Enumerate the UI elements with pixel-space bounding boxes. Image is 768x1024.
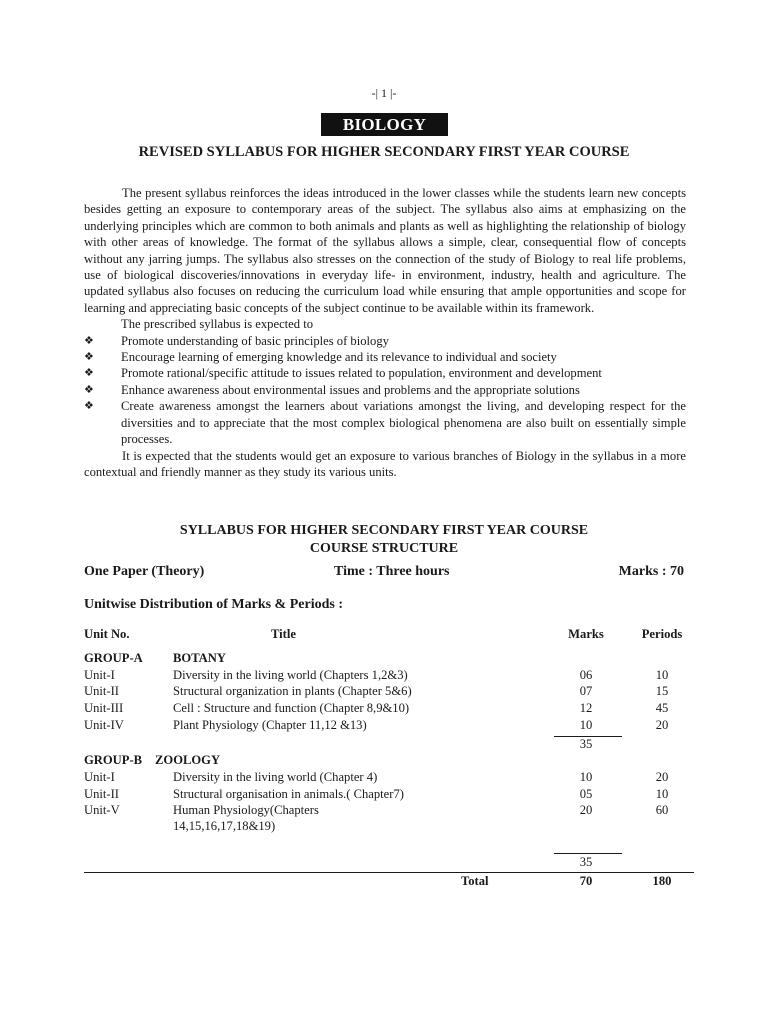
objective-item: ❖ Promote rational/specific attitude to issues related to population, environment and development — [84, 366, 602, 381]
closing-paragraph: It is expected that the students would get an exposure to various branches of Biology in the syllabus in a more contextual and friendly manner as they study its various units. — [84, 448, 686, 479]
zoology-subtotal: 35 — [579, 855, 593, 869]
diamond-bullet-icon: ❖ — [84, 400, 94, 413]
table-row: Unit-II Structural organization in plants (Chapter 5&6) 07 15 — [84, 684, 669, 698]
group-b-label: GROUP-B — [84, 753, 143, 767]
header-unit: Unit No. — [84, 627, 130, 641]
table-row: Unit-I Diversity in the living world (Chapter 4) 10 20 — [84, 770, 669, 784]
max-marks: Marks : 70 — [618, 564, 684, 579]
table-row-continuation: 14,15,16,17,18&19) — [173, 819, 276, 833]
diamond-bullet-icon: ❖ — [84, 367, 94, 380]
total-periods: 180 — [652, 874, 672, 888]
objective-item: ❖ Promote understanding of basic principles of biology — [84, 333, 389, 348]
table-row: Unit-II Structural organisation in animals.( Chapter7) 05 10 — [84, 787, 669, 801]
distribution-title: Unitwise Distribution of Marks & Periods : — [84, 597, 343, 612]
botany-subtotal-row — [84, 737, 694, 754]
objectives-lead: The prescribed syllabus is expected to — [121, 317, 313, 332]
zoology-subtotal-rule — [554, 853, 622, 854]
objectives-list — [84, 333, 686, 448]
total-label: Total — [461, 874, 489, 888]
table-row: Unit-V Human Physiology(Chapters 20 60 — [84, 803, 669, 817]
group-a-row — [84, 651, 694, 668]
table-row: Unit-III Cell : Structure and function (Chapter 8,9&10) 12 45 — [84, 701, 669, 715]
diamond-bullet-icon: ❖ — [84, 351, 94, 364]
group-b-name: ZOOLOGY — [155, 753, 221, 767]
header-marks: Marks — [568, 627, 604, 641]
header-title: Title — [271, 627, 296, 641]
botany-subtotal: 35 — [579, 737, 593, 751]
table-row: Unit-I Diversity in the living world (Chapters 1,2&3) 06 10 — [84, 668, 669, 682]
total-marks: 70 — [579, 874, 593, 888]
exam-time: Time : Three hours — [334, 564, 450, 579]
group-a-name: BOTANY — [173, 651, 226, 665]
total-rule — [84, 872, 694, 873]
zoology-subtotal-row — [84, 855, 694, 872]
table-header-row — [84, 627, 694, 644]
section-subtitle: COURSE STRUCTURE — [309, 541, 459, 556]
main-title: REVISED SYLLABUS FOR HIGHER SECONDARY FIRST YEAR COURSE — [138, 144, 630, 160]
objective-item: ❖ Create awareness amongst the learners about variations amongst the living, and developing respect for the diversities and to appreciate that the most complex biological phenomena are also built on essentially simple processes. — [84, 399, 686, 447]
objective-item: ❖ Encourage learning of emerging knowledge and its relevance to individual and society — [84, 350, 557, 365]
objective-item: ❖ Enhance awareness about environmental issues and problems and the appropriate solutions — [84, 382, 580, 397]
diamond-bullet-icon: ❖ — [84, 383, 94, 396]
group-a-label: GROUP-A — [84, 651, 143, 665]
total-row — [84, 874, 694, 891]
subject-banner: BIOLOGY — [321, 113, 448, 136]
page-number: -| 1 |- — [371, 86, 397, 100]
paper-info-row — [84, 564, 684, 582]
group-b-row — [84, 753, 694, 770]
table-row: Unit-IV Plant Physiology (Chapter 11,12 &13) 10 20 — [84, 718, 669, 732]
paper-type: One Paper (Theory) — [84, 564, 205, 579]
diamond-bullet-icon: ❖ — [84, 334, 94, 347]
header-periods: Periods — [641, 627, 683, 641]
intro-section — [84, 185, 686, 480]
section-title: SYLLABUS FOR HIGHER SECONDARY FIRST YEAR COURSE — [179, 523, 589, 538]
intro-paragraph: The present syllabus reinforces the ideas introduced in the lower classes while the students learn new concepts besides getting an exposure to contemporary areas of the subject. The syllabus also aims at emphasizing on the underlying principles which are common to both animals and plants as well as highlighting the relationship of biology with other areas of knowledge. The format of the syllabus allows a simple, clear, consequential flow of concepts without any jarring jumps. The syllabus also stresses on the connection of the study of Biology to real life problems, use of biological discoveries/innovations in everyday life- in environment, industry, health and agriculture. The updated syllabus also focuses on reducing the curriculum load while ensuring that ample opportunities and scope for learning and appreciating basic concepts of the subject continue to be available within its framework. — [84, 186, 686, 315]
